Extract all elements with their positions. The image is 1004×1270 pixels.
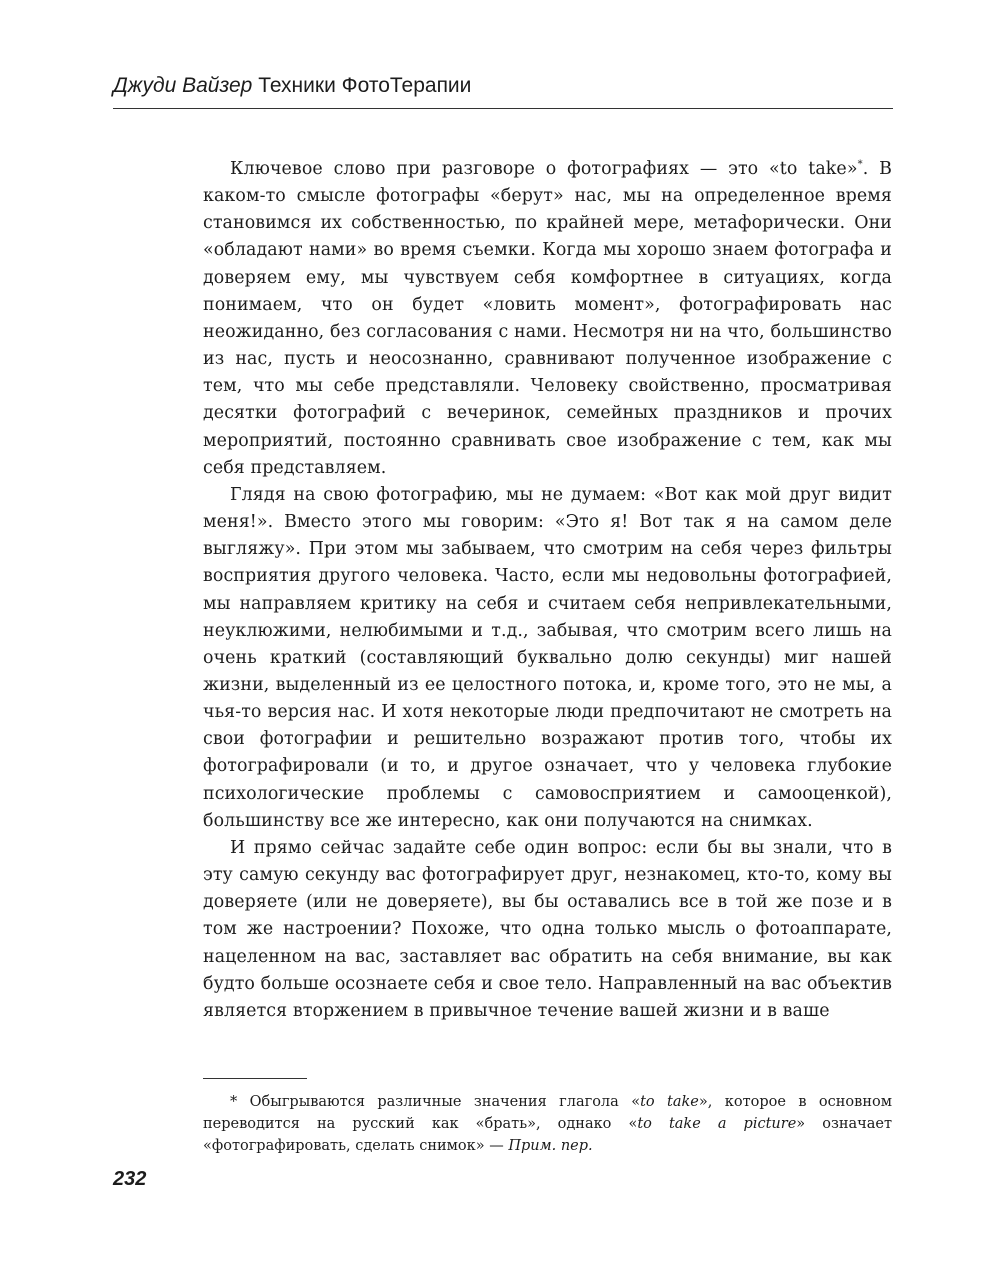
running-head-author: Джуди Вайзер (113, 74, 253, 97)
paragraph-1 (203, 156, 892, 482)
footnote-text (203, 1091, 892, 1157)
page-number: 232 (113, 1168, 147, 1190)
main-text (203, 156, 892, 1025)
header-rule (113, 108, 893, 109)
footnote-term-1: to take (640, 1094, 699, 1110)
footnote-part-3: » означает «фотографировать, сделать снимок» — (203, 1116, 892, 1154)
footnote-note: Прим. пер. (508, 1138, 593, 1154)
footnote-part-1: * Обыгрываются различные значения глагола « (230, 1094, 641, 1110)
paragraph-3: И прямо сейчас задайте себе один вопрос: если бы вы знали, что в эту самую секунду вас фотографирует друг, незнакомец, кто-то, кому вы доверяете (или не доверяете), вы бы оставались все в той же позе и в том же настроении? Похоже, что одна только мысль о фотоаппарате, нацеленном на вас, заставляет вас обратить на себя внимание, вы как будто больше осознаете себя и свое тело. Направленный на вас объектив является вторжением в привычное течение вашей жизни и в ваше (203, 837, 892, 1021)
footnote (203, 1091, 892, 1157)
footnote-term-2: to take a picture (637, 1116, 797, 1132)
running-head-title: Техники ФотоТерапии (258, 74, 472, 97)
footnote-reference: * (857, 159, 863, 171)
paragraph-1-start: Ключевое слово при разговоре о фотографиях — это «to take» (230, 159, 858, 179)
footnote-part-2: », которое в основном переводится на русский как «брать», однако « (203, 1094, 892, 1132)
paragraph-1-rest: . В каком-то смысле фотографы «берут» нас, мы на определенное время становимся их собственностью, по крайней мере, метафорически. Они «обладают нами» во время съемки. Когда мы хорошо знаем фотографа и доверяем ему, мы чувствуем себя комфортнее в ситуациях, когда понимаем, что он будет «ловить момент», фотографировать нас неожиданно, без согласования с нами. Несмотря ни на что, большинство из нас, пусть и неосознанно, сравнивают полученное изображение с тем, что мы себе представляли. Человеку свойственно, просматривая десятки фотографий с вечеринок, семейных праздников и прочих мероприятий, постоянно сравнивать свое изображение с тем, как мы себя представляем. (203, 159, 892, 478)
footnote-rule (203, 1078, 307, 1079)
paragraph-2: Глядя на свою фотографию, мы не думаем: «Вот как мой друг видит меня!». Вместо этого мы говорим: «Это я! Вот так я на самом деле выгляжу». При этом мы забываем, что смотрим на себя через фильтры восприятия другого человека. Часто, если мы недовольны фотографией, мы направляем критику на себя и считаем себя непривлекательными, неуклюжими, нелюбимыми и т.д., забывая, что смотрим всего лишь на очень краткий (составляющий буквально долю секунды) миг нашей жизни, выделенный из ее целостного потока, и, кроме того, это не мы, а чья-то версия нас. И хотя некоторые люди предпочитают не смотреть на свои фотографии и решительно возражают против того, чтобы их фотографировали (и то, и другое означает, что у человека глубокие психологические проблемы с самовосприятием и самооценкой), большинству все же интересно, как они получаются на снимках. (203, 484, 892, 831)
running-head (113, 74, 893, 98)
